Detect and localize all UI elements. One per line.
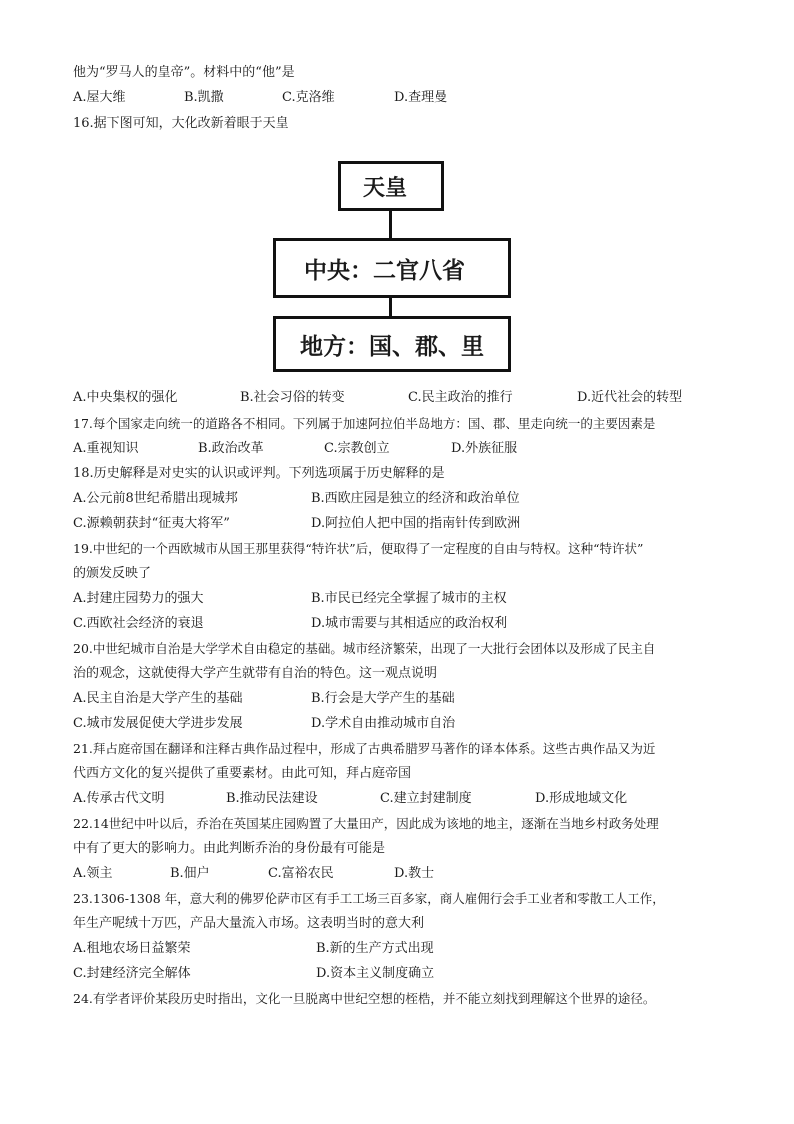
taika-reform-diagram <box>268 156 518 374</box>
q22-option-d: D.教士 <box>394 866 435 881</box>
q19-option-b: B.市民已经完全掌握了城市的主权 <box>311 591 507 606</box>
diagram-box-local <box>273 316 511 372</box>
q16-option-b: B.社会习俗的转变 <box>240 390 345 405</box>
q22-option-a: A.领主 <box>73 866 113 881</box>
q16-option-d: D.近代社会的转型 <box>577 390 683 405</box>
q23-option-a: A.租地农场日益繁荣 <box>73 941 191 956</box>
q21-option-b: B.推动民法建设 <box>226 791 318 806</box>
q20-option-c: C.城市发展促使大学进步发展 <box>73 716 243 731</box>
q15-option-a: A.屋大维 <box>73 90 126 105</box>
q17-stem: 17.每个国家走向统一的道路各不相同。下列属于加速阿拉伯半岛地方：国、郡、里走向统一的主要因素是 <box>73 416 656 431</box>
diagram-local-label: 地方：国、郡、里 <box>300 333 484 360</box>
q21-stem-line-1: 21.拜占庭帝国在翻译和注释古典作品过程中，形成了古典希腊罗马著作的译本体系。这些古典作品又为近 <box>73 741 656 756</box>
q20-option-a: A.民主自治是大学产生的基础 <box>73 691 243 706</box>
q24-stem: 24.有学者评价某段历史时指出，文化一旦脱离中世纪空想的桎梏，并不能立刻找到理解这个世界的途径。 <box>73 991 656 1006</box>
diagram-box-emperor <box>338 161 444 211</box>
q20-stem-line-1: 20.中世纪城市自治是大学学术自由稳定的基础。城市经济繁荣，出现了一大批行会团体以及形成了民主自 <box>73 641 656 656</box>
q18-stem: 18.历史解释是对史实的认识或评判。下列选项属于历史解释的是 <box>73 466 445 481</box>
q19-option-a: A.封建庄园势力的强大 <box>73 591 204 606</box>
q22-stem-line-2: 中有了更大的影响力。由此判断乔治的身份最有可能是 <box>73 841 386 856</box>
q15-option-b: B.凯撒 <box>184 90 224 105</box>
q22-option-c: C.富裕农民 <box>268 866 334 881</box>
q15-option-c: C.克洛维 <box>282 90 335 105</box>
diagram-connector-2 <box>389 298 392 316</box>
diagram-emperor-label: 天皇 <box>363 175 408 201</box>
q16-option-a: A.中央集权的强化 <box>73 390 178 405</box>
q19-option-c: C.西欧社会经济的衰退 <box>73 616 204 631</box>
diagram-connector-1 <box>389 211 392 238</box>
q22-option-b: B.佃户 <box>170 866 210 881</box>
q21-option-d: D.形成地域文化 <box>535 791 628 806</box>
q15-stem: 他为“罗马人的皇帝”。材料中的“他”是 <box>73 65 295 80</box>
q19-option-d: D.城市需要与其相适应的政治权利 <box>311 616 508 631</box>
q23-option-c: C.封建经济完全解体 <box>73 966 191 981</box>
q18-option-d: D.阿拉伯人把中国的指南针传到欧洲 <box>311 516 521 531</box>
q18-option-b: B.西欧庄园是独立的经济和政治单位 <box>311 491 520 506</box>
q17-option-b: B.政治改革 <box>198 441 264 456</box>
q21-option-c: C.建立封建制度 <box>380 791 472 806</box>
diagram-central-label: 中央：二官八省 <box>304 257 465 284</box>
q18-option-a: A.公元前8世纪希腊出现城邦 <box>73 491 238 506</box>
q16-stem: 16.据下图可知，大化改新着眼于天皇 <box>73 116 289 131</box>
q22-stem-line-1: 22.14世纪中叶以后，乔治在英国某庄园购置了大量田产，因此成为该地的地主，逐渐在当地乡村政务处理 <box>73 816 659 831</box>
q19-stem-line-1: 19.中世纪的一个西欧城市从国王那里获得“特许状”后，便取得了一定程度的自由与特权。这种“特许状” <box>73 541 644 556</box>
q23-stem-line-2: 年生产呢绒十万匹，产品大量流入市场。这表明当时的意大利 <box>73 916 425 931</box>
q23-option-d: D.资本主义制度确立 <box>316 966 435 981</box>
q18-option-c: C.源赖朝获封“征夷大将军” <box>73 516 230 531</box>
q20-stem-line-2: 治的观念，这就使得大学产生就带有自治的特色。这一观点说明 <box>73 666 438 681</box>
q17-option-a: A.重视知识 <box>73 441 139 456</box>
q20-option-d: D.学术自由推动城市自治 <box>311 716 456 731</box>
q19-stem-line-2: 的颁发反映了 <box>73 566 152 581</box>
q15-option-d: D.查理曼 <box>394 90 448 105</box>
q21-option-a: A.传承古代文明 <box>73 791 165 806</box>
q21-stem-line-2: 代西方文化的复兴提供了重要素材。由此可知，拜占庭帝国 <box>73 766 412 781</box>
q23-stem-line-1: 23.1306-1308 年，意大利的佛罗伦萨市区有手工工场三百多家，商人雇佣行会手工业者和零散工人工作， <box>73 891 665 906</box>
q23-option-b: B.新的生产方式出现 <box>316 941 434 956</box>
q20-option-b: B.行会是大学产生的基础 <box>311 691 455 706</box>
q17-option-c: C.宗教创立 <box>324 441 390 456</box>
q17-option-d: D.外族征服 <box>451 441 518 456</box>
q16-option-c: C.民主政治的推行 <box>408 390 513 405</box>
diagram-box-central <box>273 238 511 298</box>
